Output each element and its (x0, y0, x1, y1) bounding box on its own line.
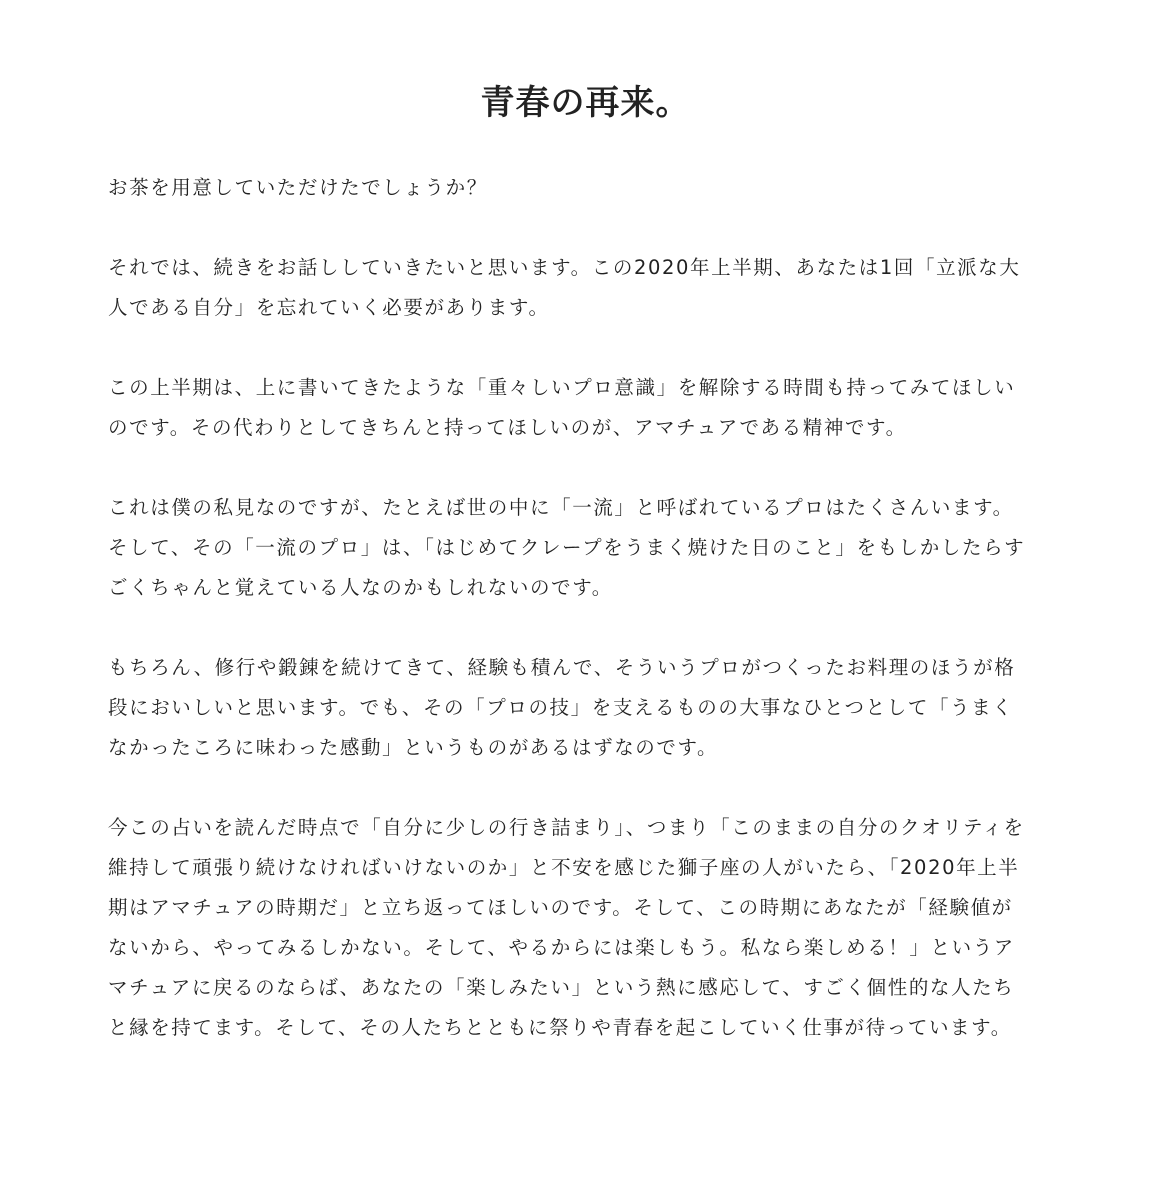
article-body (108, 168, 1028, 1088)
paragraph-4: これは僕の私見なのですが、たとえば世の中に「一流」と呼ばれているプロはたくさんいます。そして、その「一流のプロ」は、「はじめてクレープをうまく焼けた日のこと」をもしかしたらすごくちゃんと覚えている人なのかもしれないのです。 (108, 496, 1026, 599)
page-title-text: 青春の再来。 (480, 82, 691, 123)
title-container (0, 58, 1171, 148)
paragraph-5: もちろん、修行や鍛錬を続けてきて、経験も積んで、そういうプロがつくったお料理のほうが格段においしいと思います。でも、その「プロの技」を支えるものの大事なひとつとして「うまくなかったころに味わった感動」というものがあるはずなのです。 (108, 656, 1016, 759)
page-title (477, 81, 695, 125)
paragraph-6: 今この占いを読んだ時点で「自分に少しの行き詰まり」、つまり「このままの自分のクオリティを維持して頑張り続けなければいけないのか」と不安を感じた獅子座の人がいたら、「2020年上半期はアマチュアの時期だ」と立ち返ってほしいのです。そして、この時期にあなたが「経験値がないから、やってみるしかない。そして、やるからには楽しもう。私なら楽しめる！」というアマチュアに戻るのならば、あなたの「楽しみたい」という熱に感応して、すごく個性的な人たちと縁を持てます。そして、その人たちとともに祭りや青春を起こしていく仕事が待っています。 (108, 816, 1025, 1039)
paragraph-3: この上半期は、上に書いてきたような「重々しいプロ意識」を解除する時間も持ってみてほしいのです。その代わりとしてきちんと持ってほしいのが、アマチュアである精神です。 (108, 376, 1016, 439)
paragraph-1: お茶を用意していただけたでしょうか？ (108, 176, 488, 199)
title-highlight-underline (469, 122, 705, 131)
paragraph-2: それでは、続きをお話ししていきたいと思います。この2020年上半期、あなたは1回「立派な大人である自分」を忘れていく必要があります。 (108, 256, 1021, 319)
